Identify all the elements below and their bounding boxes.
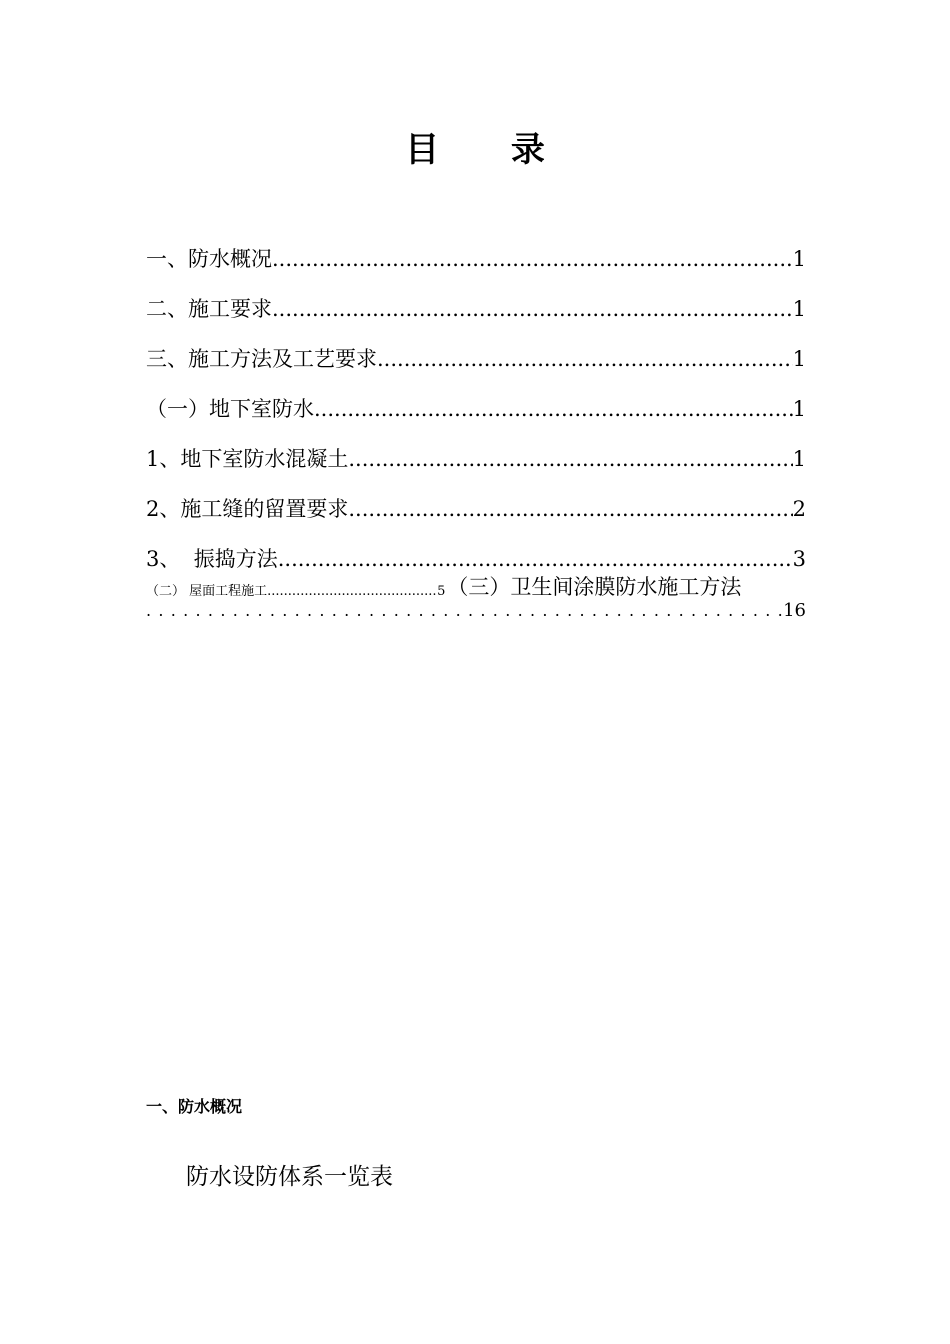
toc-page-number: 1 (792, 247, 806, 271)
toc-page-number: 3 (792, 547, 806, 571)
section-heading: 一、防水概况 (146, 1097, 243, 1116)
toc-leader-dots (377, 346, 793, 372)
toc-mixed-line-2 (146, 600, 806, 620)
toc-entry[interactable] (146, 422, 806, 472)
toc-entry-label: （一）地下室防水 (146, 397, 314, 421)
toc-entry-label: 二、施工要求 (146, 297, 272, 321)
toc-entry[interactable] (146, 222, 806, 272)
toc-entry[interactable] (146, 272, 806, 322)
toc-small-leader-dots (267, 584, 437, 600)
toc-page-number: 1 (792, 297, 806, 321)
toc-entry-label: 1、地下室防水混凝土 (146, 447, 349, 471)
toc-page-number: 2 (792, 497, 806, 521)
toc-leader-dots (314, 396, 793, 422)
table-caption: 防水设防体系一览表 (186, 1164, 393, 1190)
toc-entry-label: （三）卫生间涂膜防水施工方法 (447, 575, 742, 599)
toc-page-number: 1 (792, 397, 806, 421)
toc-mixed-entry[interactable] (146, 572, 806, 621)
toc-leader-dots (278, 546, 793, 572)
toc-page-number: 16 (783, 600, 806, 621)
toc-page-number: 1 (792, 447, 806, 471)
toc-leader-dots (272, 246, 793, 272)
toc-entry[interactable] (146, 472, 806, 522)
toc-entry[interactable] (146, 322, 806, 372)
toc-title: 目 录 (405, 130, 575, 170)
toc-page-number: 1 (792, 347, 806, 371)
toc-entry[interactable] (146, 522, 806, 572)
toc-small-entry-label: （二） 屋面工程施工 (146, 584, 268, 599)
toc-entry-label: 3、 振捣方法 (146, 547, 278, 571)
toc-entry-label: 一、防水概况 (146, 247, 272, 271)
toc-leader-dots (272, 296, 793, 322)
toc-leader-dots (348, 446, 792, 472)
toc-leader-dots (348, 496, 792, 522)
toc-entry[interactable] (146, 372, 806, 422)
toc-mixed-line-1 (146, 572, 806, 600)
toc-leader-dots (146, 602, 783, 620)
toc-small-page-number: 5 (437, 584, 446, 599)
table-of-contents (146, 222, 806, 621)
toc-entry-label: 2、施工缝的留置要求 (146, 497, 349, 521)
toc-entry-label: 三、施工方法及工艺要求 (146, 347, 377, 371)
